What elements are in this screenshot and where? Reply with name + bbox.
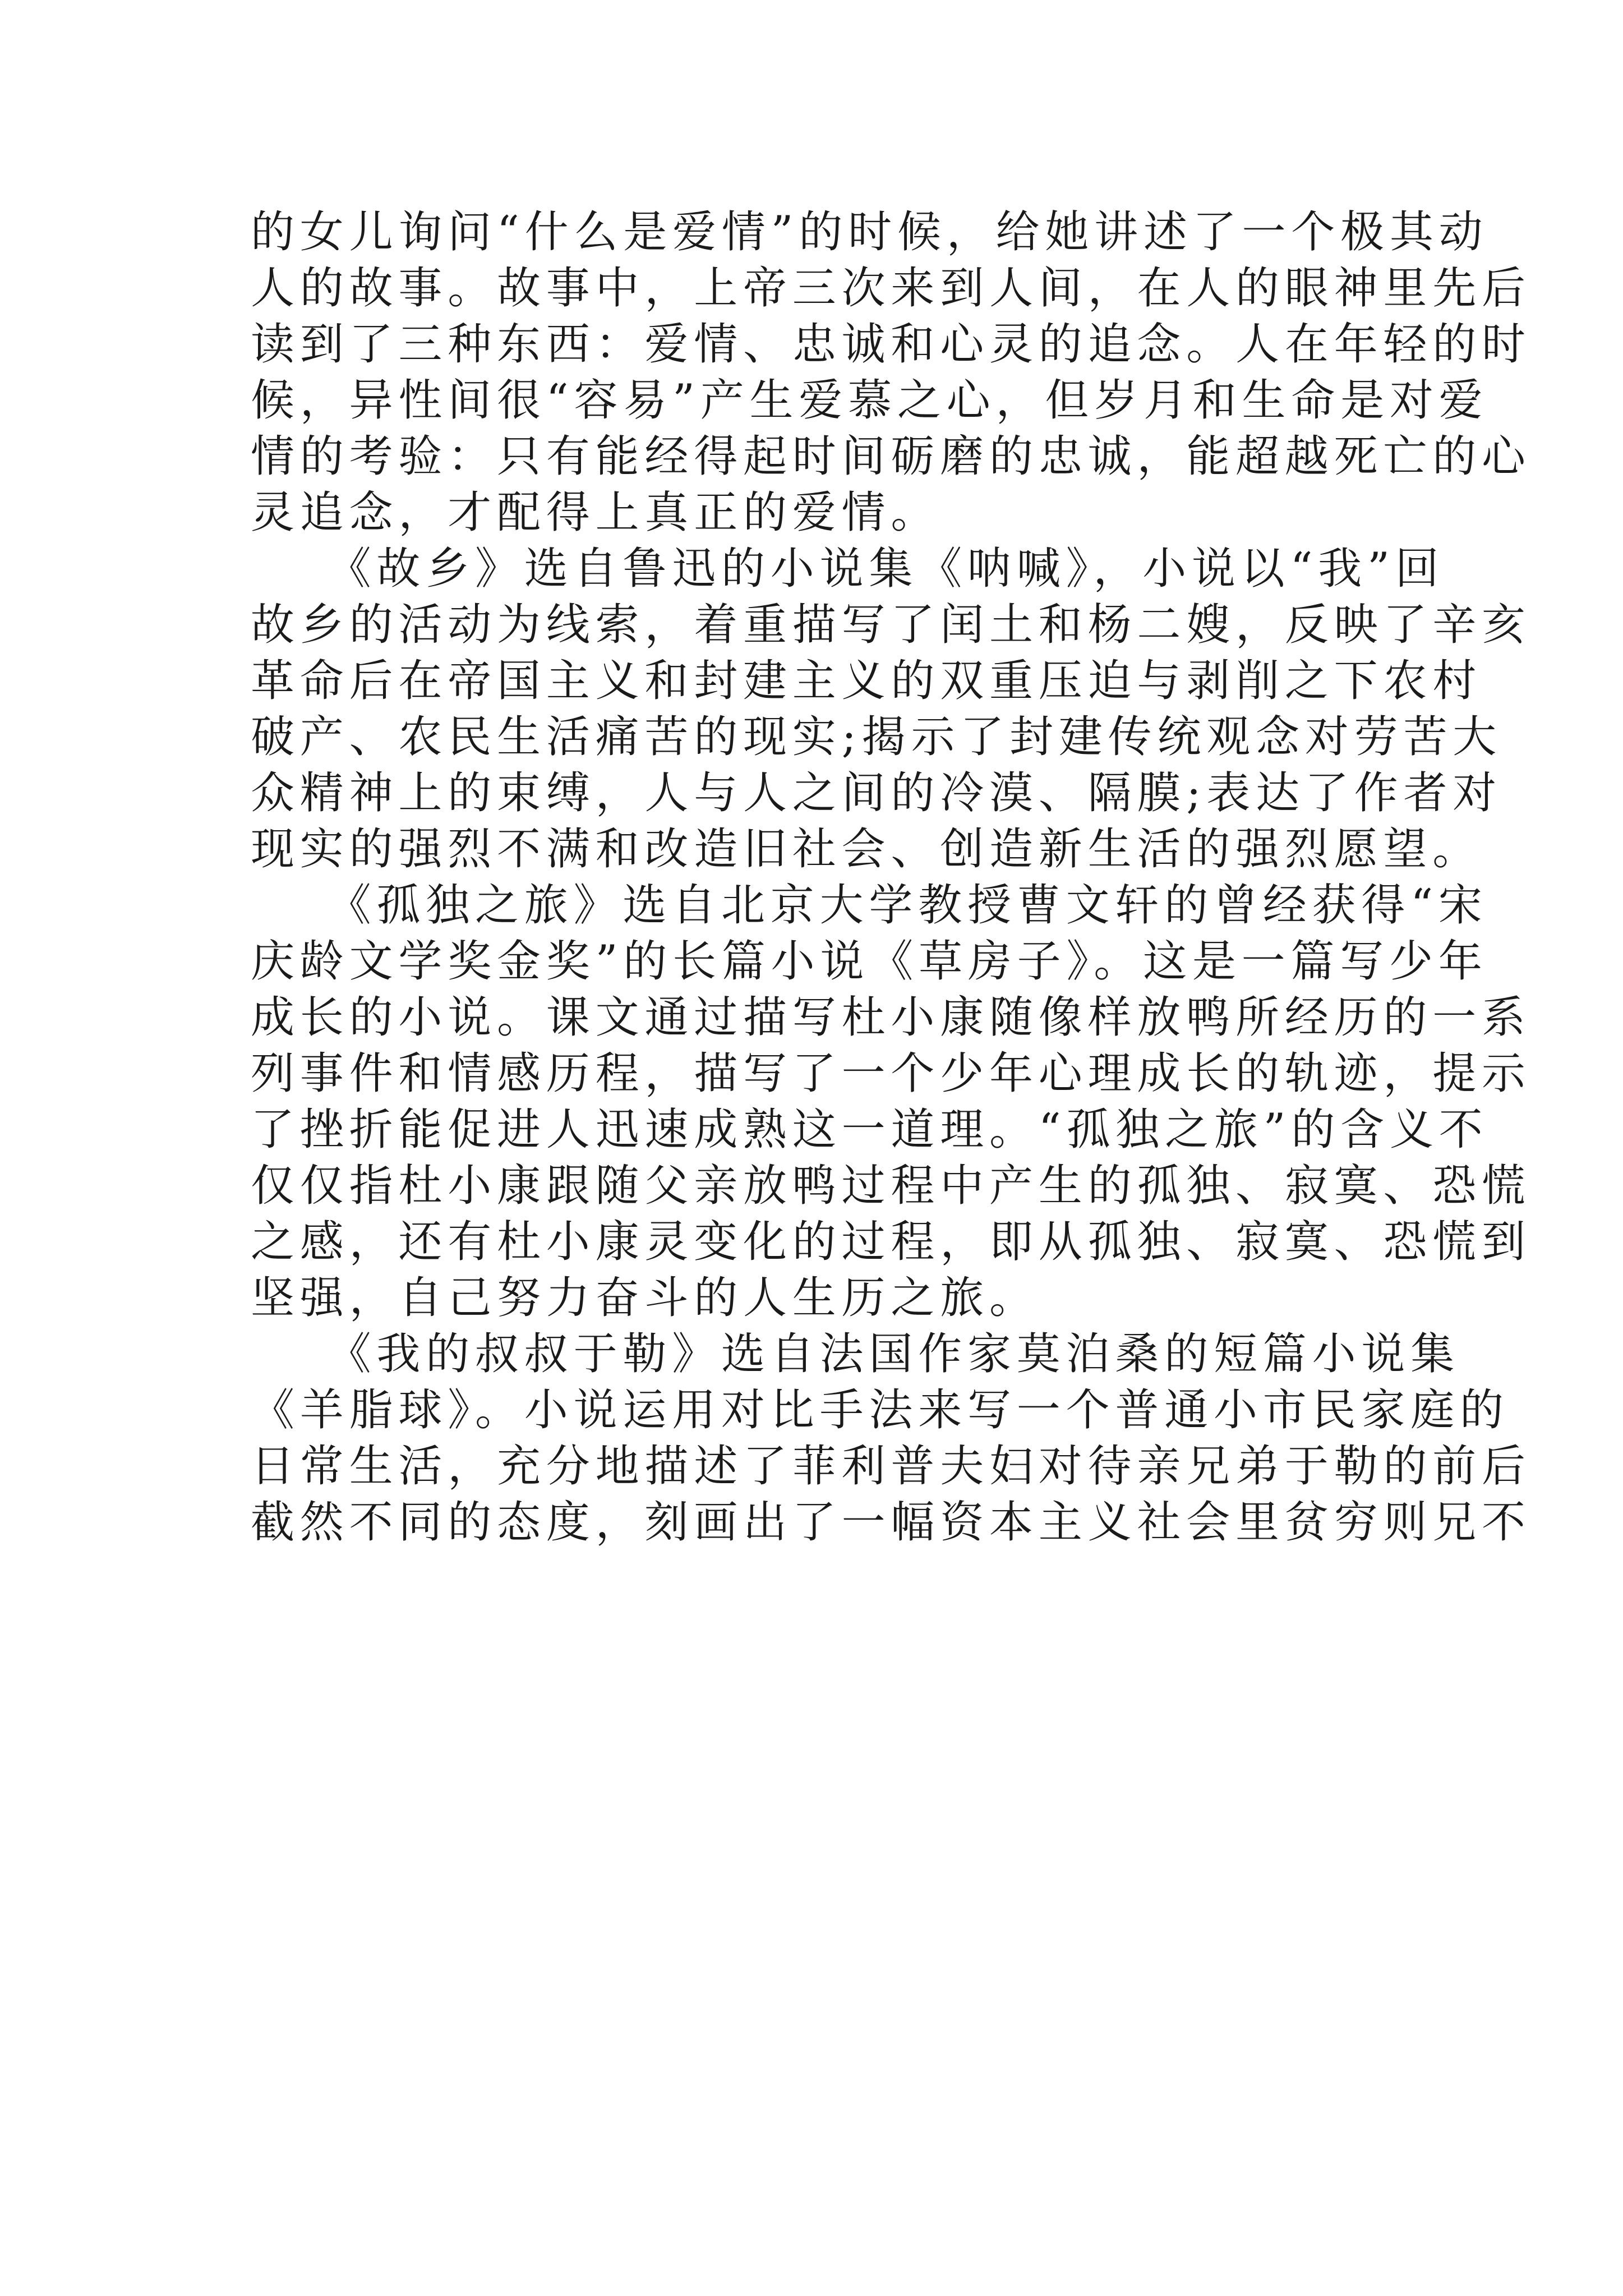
text-line: 仅仅指杜小康跟随父亲放鸭过程中产生的孤独、寂寞、恐慌	[251, 1161, 1531, 1211]
text-line: 破产、农民生活痛苦的现实;揭示了封建传统观念对劳苦大	[251, 712, 1502, 762]
text-line: 情的考验：只有能经得起时间砺磨的忠诚，能超越死亡的心	[251, 431, 1531, 482]
text-line: 日常生活，充分地描述了菲利普夫妇对待亲兄弟于勒的前后	[251, 1441, 1531, 1492]
text-line: 了挫折能促进人迅速成熟这一道理。“孤独之旅”的含义不	[251, 1105, 1488, 1155]
text-line: 人的故事。故事中，上帝三次来到人间，在人的眼神里先后	[251, 263, 1531, 314]
text-line: 众精神上的束缚，人与人之间的冷漠、隔膜;表达了作者对	[251, 768, 1502, 818]
text-line: 现实的强烈不满和改造旧社会、创造新生活的强烈愿望。	[251, 824, 1482, 875]
text-line: 故乡的活动为线索，着重描写了闰土和杨二嫂，反映了辛亥	[251, 600, 1531, 650]
text-line: 《我的叔叔于勒》选自法国作家莫泊桑的短篇小说集	[251, 1329, 1460, 1379]
paragraph-uncle-jules	[251, 1326, 1531, 1550]
text-line: 列事件和情感历程，描写了一个少年心理成长的轨迹，提示	[251, 1048, 1531, 1099]
text-line: 读到了三种东西：爱情、忠诚和心灵的追念。人在年轻的时	[251, 319, 1531, 370]
text-line: 成长的小说。课文通过描写杜小康随像样放鸭所经历的一系	[251, 992, 1531, 1043]
text-line: 《故乡》选自鲁迅的小说集《呐喊》，小说以“我”回	[251, 544, 1445, 594]
text-line: 革命后在帝国主义和封建主义的双重压迫与剥削之下农村	[251, 656, 1482, 706]
text-line: 《孤独之旅》选自北京大学教授曹文轩的曾经获得“宋	[251, 880, 1488, 931]
paragraph-lonely-journey	[251, 877, 1531, 1326]
body-text	[251, 204, 1531, 1550]
text-line: 之感，还有杜小康灵变化的过程，即从孤独、寂寞、恐慌到	[251, 1217, 1531, 1267]
text-line: 候，异性间很“容易”产生爱慕之心，但岁月和生命是对爱	[251, 375, 1488, 426]
text-line: 的女儿询问“什么是爱情”的时候，给她讲述了一个极其动	[251, 207, 1488, 257]
text-line: 庆龄文学奖金奖”的长篇小说《草房子》。这是一篇写少年	[251, 936, 1488, 987]
text-line: 灵追念，才配得上真正的爱情。	[251, 487, 940, 538]
paragraph-hometown	[251, 541, 1531, 877]
text-line: 截然不同的态度，刻画出了一幅资本主义社会里贫穷则兄不	[251, 1497, 1531, 1548]
text-line: 坚强，自己努力奋斗的人生历之旅。	[251, 1273, 1039, 1323]
text-line: 《羊脂球》。小说运用对比手法来写一个普通小市民家庭的	[251, 1385, 1509, 1435]
paragraph-love-story	[251, 204, 1531, 541]
